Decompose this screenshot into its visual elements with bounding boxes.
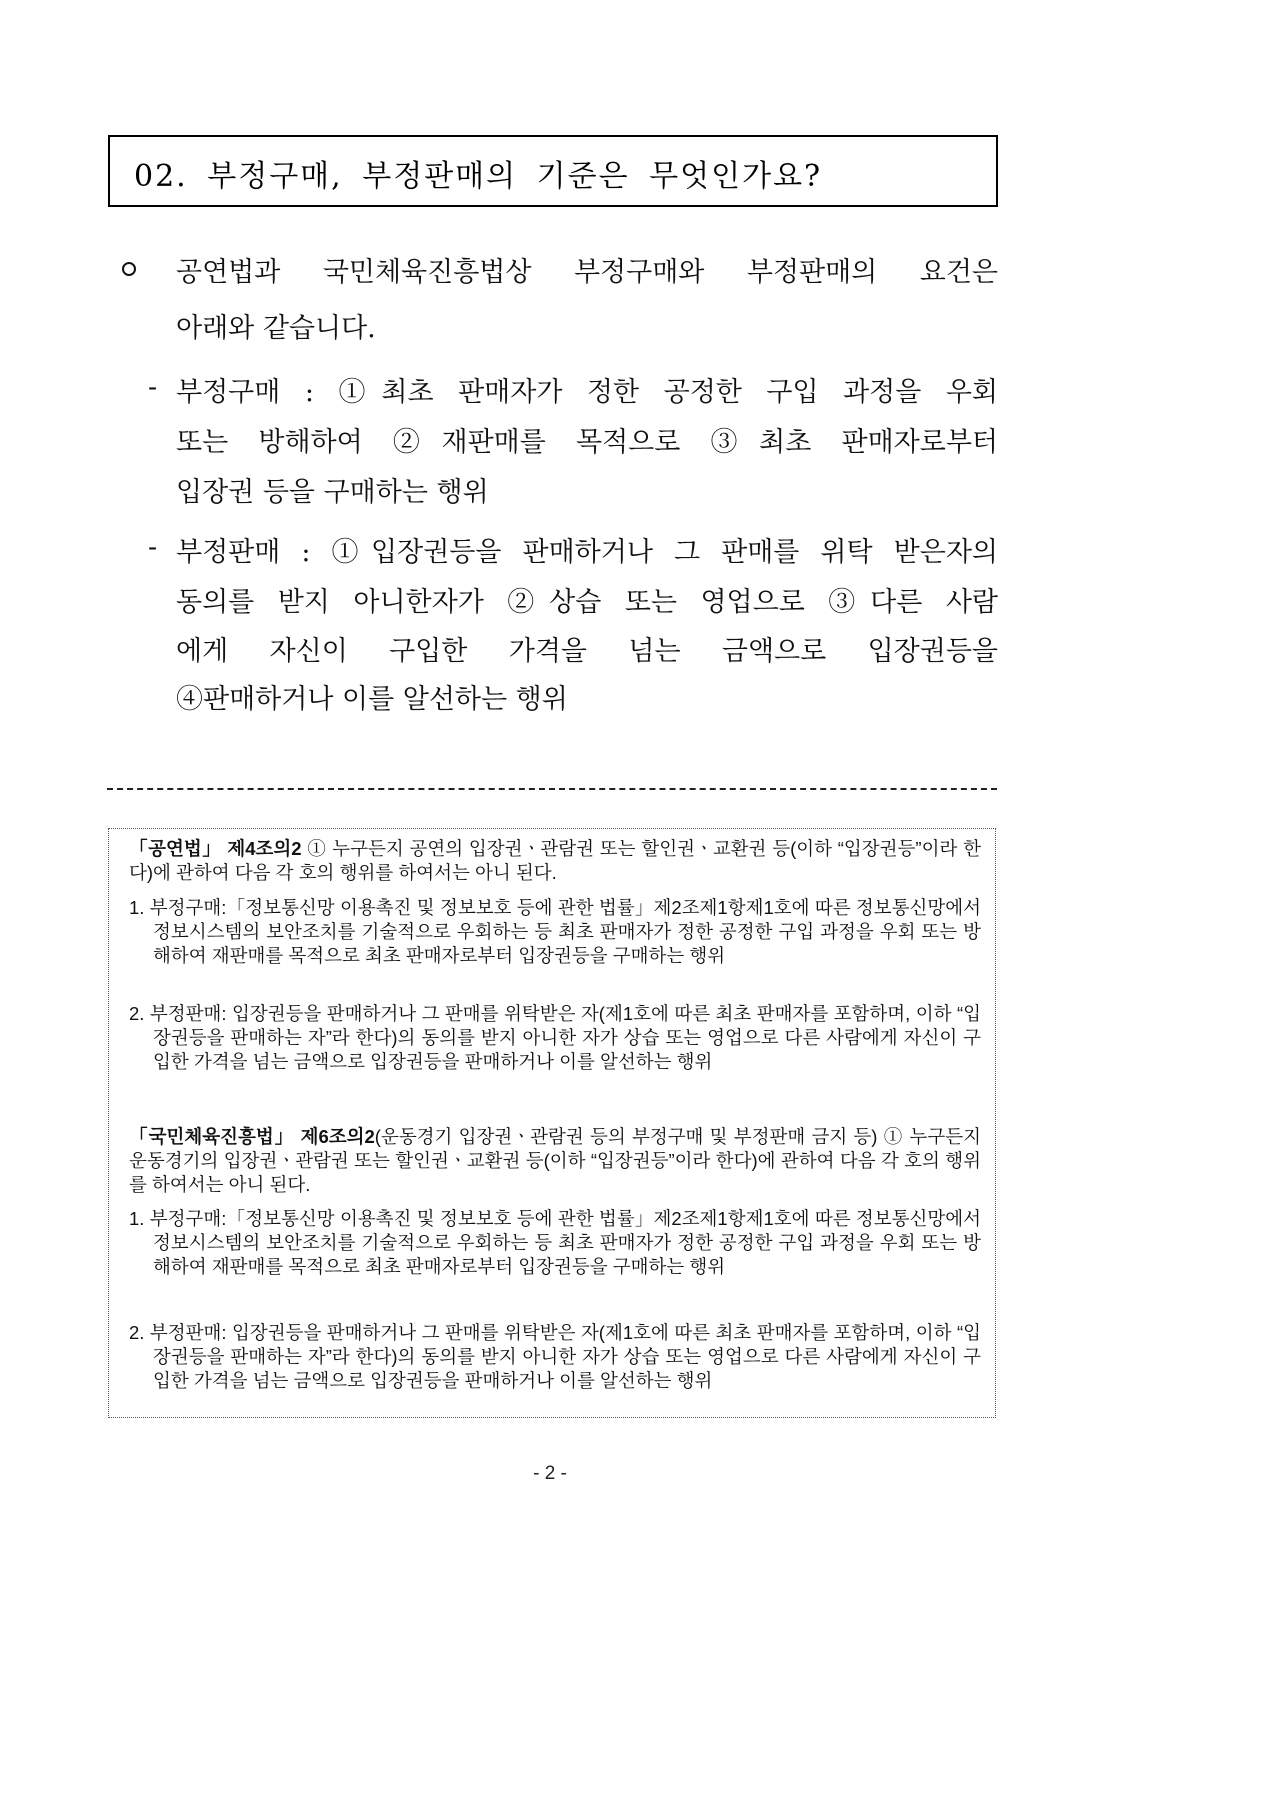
page-title: 02. 부정구매, 부정판매의 기준은 무엇인가요? [134,159,823,194]
sale-line-4: ④판매하거나 이를 알선하는 행위 [176,684,568,715]
purchase-line-1: 부정구매 : ①최초 판매자가 정한 공정한 구입 과정을 우회 [176,377,998,408]
law2-item-1: 1. 부정구매:「정보통신망 이용촉진 및 정보보호 등에 관한 법률」제2조제1항제1호에 따른 정보통신망에서 정보시스템의 보안조치를 기술적으로 우회하는 등 최초 판매자가 정한 공정한 구입 과정을 우회 또는 방해하여 재판매를 목적으로 최초 판매자로부터 입장권등을 구매하는 행위 [129,1208,981,1277]
law1-heading-text: ① 누구든지 공연의 입장권ㆍ관람권 또는 할인권ㆍ교환권 등(이하 “입장권등”이라 한다)에 관하여 다음 각 호의 행위를 하여서는 아니 된다. [129,838,981,883]
sale-line-2: 동의를 받지 아니한자가 ②상습 또는 영업으로 ③다른 사람 [176,587,998,618]
law2-title: 「국민체육진흥법」 제6조의2 [129,1126,375,1147]
intro-line-2: 아래와 같습니다. [176,313,376,344]
sale-line-1: 부정판매 : ①입장권등을 판매하거나 그 판매를 위탁 받은자의 [176,537,998,568]
sale-line-3: 에게 자신이 구입한 가격을 넘는 금액으로 입장권등을 [176,636,998,667]
title-box [108,135,998,207]
law1-heading [129,837,981,885]
law1-item-2: 2. 부정판매: 입장권등을 판매하거나 그 판매를 위탁받은 자(제1호에 따른 최초 판매자를 포함하며, 이하 “입장권등을 판매하는 자”라 한다)의 동의를 받지 아니한 자가 상습 또는 영업으로 다른 사람에게 자신이 구입한 가격을 넘는 금액으로 입장권등을 판매하거나 이를 알선하는 행위 [129,1003,981,1072]
dash-bullet: - [148,372,158,403]
law2-item-2: 2. 부정판매: 입장권등을 판매하거나 그 판매를 위탁받은 자(제1호에 따른 최초 판매자를 포함하며, 이하 “입장권등을 판매하는 자”라 한다)의 동의를 받지 아니한 자가 상습 또는 영업으로 다른 사람에게 자신이 구입한 가격을 넘는 금액으로 입장권등을 판매하거나 이를 알선하는 행위 [129,1322,981,1391]
law2-heading [129,1125,981,1197]
purchase-line-3: 입장권 등을 구매하는 행위 [176,477,489,508]
law1-item-1: 1. 부정구매:「정보통신망 이용촉진 및 정보보호 등에 관한 법률」제2조제1항제1호에 따른 정보통신망에서 정보시스템의 보안조치를 기술적으로 우회하는 등 최초 판매자가 정한 공정한 구입 과정을 우회 또는 방해하여 재판매를 목적으로 최초 판매자로부터 입장권등을 구매하는 행위 [129,897,981,966]
law2-heading-text: (운동경기 입장권ㆍ관람권 등의 부정구매 및 부정판매 금지 등) ① 누구든지 운동경기의 입장권ㆍ관람권 또는 할인권ㆍ교환권 등(이하 “입장권등”이라 한다)에 관하여 다음 각 호의 행위를 하여서는 아니 된다. [129,1126,981,1195]
page-number: - 2 - [533,1463,567,1484]
dashed-separator [107,788,997,790]
dash-bullet: - [148,532,158,563]
purchase-line-2: 또는 방해하여 ②재판매를 목적으로 ③최초 판매자로부터 [176,427,998,458]
circle-bullet-icon [122,262,136,276]
law-reference-box [108,828,996,1418]
law1-title: 「공연법」 제4조의2 [129,838,302,859]
intro-line-1: 공연법과 국민체육진흥법상 부정구매와 부정판매의 요건은 [176,257,998,288]
